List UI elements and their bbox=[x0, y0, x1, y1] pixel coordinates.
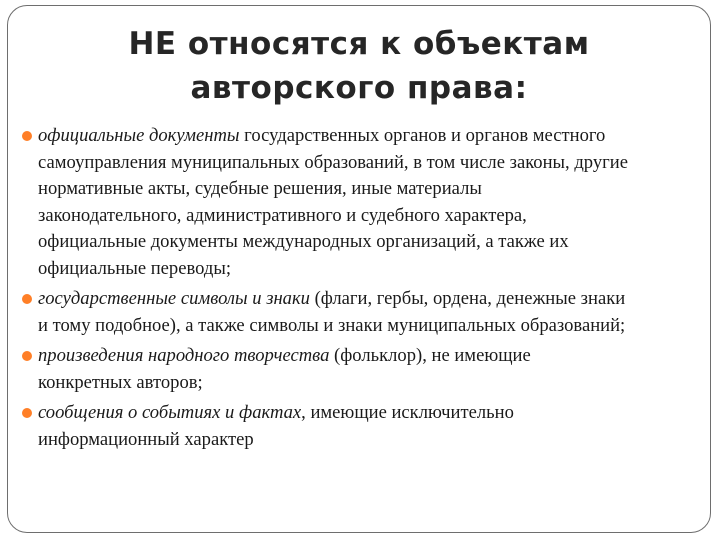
bullet-term: официальные документы bbox=[38, 125, 240, 146]
bullet-dot-icon bbox=[22, 294, 32, 304]
bullet-description: государственных органов и органов местного самоуправления муниципальных образований, в том числе законы, другие нормативные акты, судебные решения, иные материалы законодательного, административного и судебного характера, официальные документы международных организаций, а также их официальные переводы; bbox=[38, 125, 628, 279]
bullet-term: произведения народного творчества bbox=[38, 345, 330, 366]
bullet-item-folk-works bbox=[22, 343, 692, 396]
title-line-2: авторского права: bbox=[190, 70, 528, 106]
bullet-list bbox=[22, 123, 692, 457]
bullet-item-state-symbols bbox=[22, 286, 692, 339]
bullet-term: государственные символы и знаки bbox=[38, 288, 310, 309]
bullet-dot-icon bbox=[22, 351, 32, 361]
slide-title bbox=[8, 22, 710, 110]
bullet-description: , имеющие исключительно информационный характер bbox=[38, 402, 514, 450]
bullet-description: (фольклор), не имеющие конкретных авторов; bbox=[38, 345, 531, 393]
bullet-term: сообщения о событиях и фактах bbox=[38, 402, 302, 423]
bullet-item-news-reports bbox=[22, 400, 692, 453]
bullet-dot-icon bbox=[22, 131, 32, 141]
slide bbox=[7, 5, 711, 533]
title-line-1: НЕ относятся к объектам bbox=[128, 26, 590, 62]
bullet-text bbox=[38, 343, 628, 396]
bullet-item-official-documents bbox=[22, 123, 692, 282]
bullet-dot-icon bbox=[22, 408, 32, 418]
bullet-text bbox=[38, 123, 628, 282]
bullet-description: (флаги, гербы, ордена, денежные знаки и тому подобное), а также символы и знаки муниципальных образований; bbox=[38, 288, 626, 336]
bullet-text bbox=[38, 400, 628, 453]
bullet-text bbox=[38, 286, 628, 339]
